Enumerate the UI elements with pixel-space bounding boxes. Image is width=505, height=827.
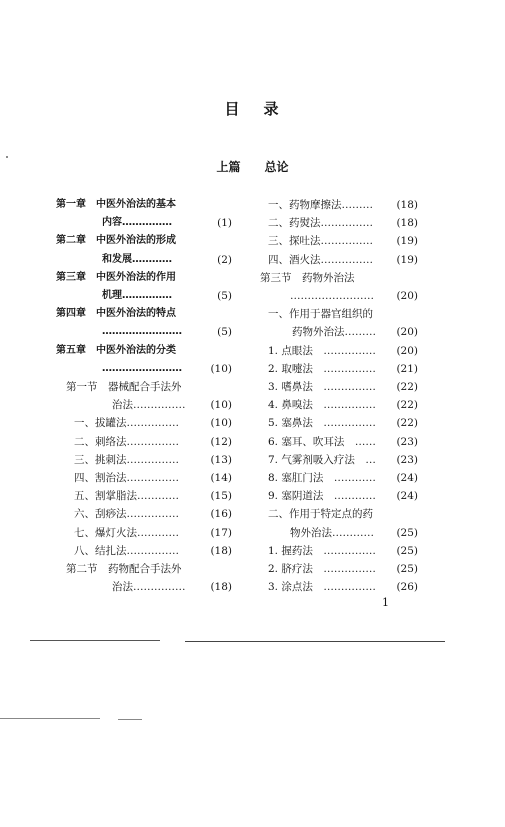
toc-entry-text: …………………… <box>102 326 182 338</box>
toc-entry-page: (22) <box>396 381 418 393</box>
toc-entry <box>268 469 418 487</box>
toc-entry-text: 第一节 器械配合手法外 <box>66 381 182 393</box>
toc-entry-page: (14) <box>210 472 232 484</box>
toc-entry <box>268 360 418 378</box>
toc-entry-text: 1. 点眼法 …………… <box>268 344 376 357</box>
toc-entry-text: 五、割掌脂法………… <box>74 490 179 503</box>
toc-entry-page: (16) <box>210 508 232 521</box>
toc-entry-text: 三、挑刺法…………… <box>74 453 179 466</box>
toc-entry-text: 4. 鼻嗅法 …………… <box>268 399 376 412</box>
toc-entry-text: 一、药物摩擦法……… <box>268 199 373 211</box>
toc-entry-text: 第二节 药物配合手法外 <box>66 563 182 575</box>
toc-entry <box>268 505 418 523</box>
toc-entry <box>74 542 232 560</box>
toc-entry-text: 八、结扎法…………… <box>74 544 179 557</box>
toc-entry <box>268 378 418 396</box>
toc-entry-page: (23) <box>396 435 418 448</box>
toc-entry-page: (18) <box>210 544 232 557</box>
toc-entry <box>56 305 232 323</box>
toc-entry-text: 一、拔罐法…………… <box>74 417 179 430</box>
toc-entry <box>56 342 232 360</box>
toc-entry-page: (22) <box>396 417 418 430</box>
toc-entry-text: 2. 取嚏法 …………… <box>268 362 376 375</box>
toc-entry-page: (25) <box>396 563 418 575</box>
toc-entry <box>74 433 232 451</box>
toc-entry-page: (19) <box>396 235 418 248</box>
toc-entry-text: 二、作用于特定点的药 <box>268 508 373 521</box>
toc-entry <box>268 305 418 323</box>
toc-entry-text: 1. 握药法 …………… <box>268 544 376 557</box>
toc-entry-page: (10) <box>210 417 232 430</box>
toc-entry-page: (21) <box>396 362 418 375</box>
toc-entry-text: 二、刺络法…………… <box>74 435 179 448</box>
toc-entry-text: 第三节 药物外治法 <box>260 271 355 284</box>
title-char-1: 目 <box>224 100 242 118</box>
toc-entry <box>102 251 232 269</box>
toc-entry-text: 四、酒火法…………… <box>268 253 373 266</box>
toc-entry-page: (24) <box>396 472 418 484</box>
toc-entry <box>268 560 418 578</box>
toc-entry-page: (26) <box>396 581 418 594</box>
part-label: 上篇 <box>216 160 241 174</box>
toc-entry <box>268 196 418 214</box>
bottom-rule-small <box>0 718 100 719</box>
toc-entry <box>268 342 418 360</box>
toc-entry-text: 第一章 中医外治法的基本 <box>56 199 176 210</box>
toc-entry-page: (25) <box>396 544 418 557</box>
toc-entry-text: 第三章 中医外治法的作用 <box>56 271 176 283</box>
toc-entry-page: (20) <box>396 290 418 302</box>
toc-entry <box>268 414 418 432</box>
toc-entry-text: 5. 塞鼻法 …………… <box>268 417 376 430</box>
toc-entry <box>74 451 232 469</box>
toc-entry-page: (22) <box>396 399 418 412</box>
scan-speck <box>6 156 8 158</box>
toc-entry <box>268 451 418 469</box>
toc-entry-page: (19) <box>396 253 418 266</box>
toc-entry-page: (20) <box>396 344 418 357</box>
toc-entry-text: 三、探吐法…………… <box>268 235 373 248</box>
toc-entry-text: 治法…………… <box>112 581 186 594</box>
toc-entry-text: 6. 塞耳、吹耳法 …… <box>268 435 376 448</box>
toc-entry <box>268 542 418 560</box>
toc-entry <box>56 269 232 287</box>
toc-entry-text: 一、作用于器官组织的 <box>268 308 373 321</box>
toc-entry-text: 内容…………… <box>102 217 172 229</box>
toc-entry-text: 第四章 中医外治法的特点 <box>56 308 176 320</box>
toc-entry-page: (24) <box>396 490 418 503</box>
toc-entry <box>102 360 232 378</box>
toc-entry <box>74 505 232 523</box>
part-heading <box>0 158 505 175</box>
toc-entry-text: 物外治法………… <box>290 526 374 539</box>
bottom-rule-left <box>30 640 160 641</box>
toc-entry <box>268 487 418 505</box>
toc-entry-text: 七、爆灯火法………… <box>74 526 179 539</box>
toc-entry-text: 2. 脐疗法 …………… <box>268 563 376 575</box>
toc-entry <box>268 578 418 596</box>
toc-entry-text: 3. 嗜鼻法 …………… <box>268 381 376 393</box>
toc-entry <box>66 560 232 578</box>
toc-entry-text: …………………… <box>290 290 374 302</box>
toc-entry <box>260 269 418 287</box>
toc-entry <box>268 396 418 414</box>
toc-entry <box>268 214 418 232</box>
toc-entry <box>292 323 418 341</box>
toc-entry-page: (5) <box>217 326 232 339</box>
toc-entry-text: …………………… <box>102 362 182 374</box>
toc-entry <box>74 469 232 487</box>
toc-entry <box>102 323 232 341</box>
toc-entry-text: 7. 气雾剂吸入疗法 … <box>268 453 376 466</box>
toc-entry-page: (20) <box>396 326 418 339</box>
toc-entry-page: (2) <box>217 253 232 266</box>
toc-entry <box>66 378 232 396</box>
toc-entry <box>290 287 418 305</box>
bottom-rule-small-2 <box>118 719 142 720</box>
toc-entry <box>268 433 418 451</box>
toc-entry <box>102 287 232 305</box>
toc-entry-page: (17) <box>210 526 232 539</box>
toc-entry-page: (18) <box>396 217 418 230</box>
toc-entry <box>268 251 418 269</box>
toc-entry-page: (1) <box>217 217 232 230</box>
toc-entry-page: (23) <box>396 453 418 466</box>
toc-entry-page: (12) <box>210 435 232 448</box>
toc-entry-page: (25) <box>396 526 418 539</box>
page-number: 1 <box>382 596 389 609</box>
toc-entry <box>56 232 232 250</box>
toc-entry <box>56 196 232 214</box>
toc-entry-text: 和发展………… <box>102 253 172 265</box>
toc-entry-text: 治法…………… <box>112 399 186 412</box>
toc-entry-text: 机理…………… <box>102 290 172 301</box>
toc-entry-page: (10) <box>210 399 232 412</box>
toc-entry-page: (18) <box>396 199 418 211</box>
toc-entry-text: 8. 塞肛门法 ………… <box>268 472 376 484</box>
toc-entry-text: 二、药熨法…………… <box>268 217 373 230</box>
toc-entry <box>102 214 232 232</box>
toc-entry-page: (18) <box>210 581 232 594</box>
toc-entry-page: (13) <box>210 453 232 466</box>
toc-entry <box>74 487 232 505</box>
toc-entry <box>290 524 418 542</box>
toc-entry-page: (5) <box>217 290 232 302</box>
toc-entry-text: 六、刮痧法…………… <box>74 508 179 521</box>
toc-entry <box>112 396 232 414</box>
toc-entry-page: (10) <box>210 362 232 375</box>
toc-entry <box>268 232 418 250</box>
toc-entry <box>112 578 232 596</box>
toc-entry-text: 9. 塞阴道法 ………… <box>268 490 376 503</box>
toc-entry-text: 第二章 中医外治法的形成 <box>56 235 176 247</box>
page-title <box>0 98 505 119</box>
toc-entry-text: 第五章 中医外治法的分类 <box>56 344 176 356</box>
title-char-2: 录 <box>263 100 281 118</box>
toc-entry-text: 药物外治法……… <box>292 326 376 339</box>
toc-entry <box>74 414 232 432</box>
bottom-rule-right <box>185 641 445 642</box>
part-name: 总论 <box>264 160 289 174</box>
toc-entry <box>74 524 232 542</box>
toc-entry-page: (15) <box>210 490 232 503</box>
toc-entry-text: 3. 涂点法 …………… <box>268 581 376 594</box>
toc-entry-text: 四、割治法…………… <box>74 472 179 484</box>
